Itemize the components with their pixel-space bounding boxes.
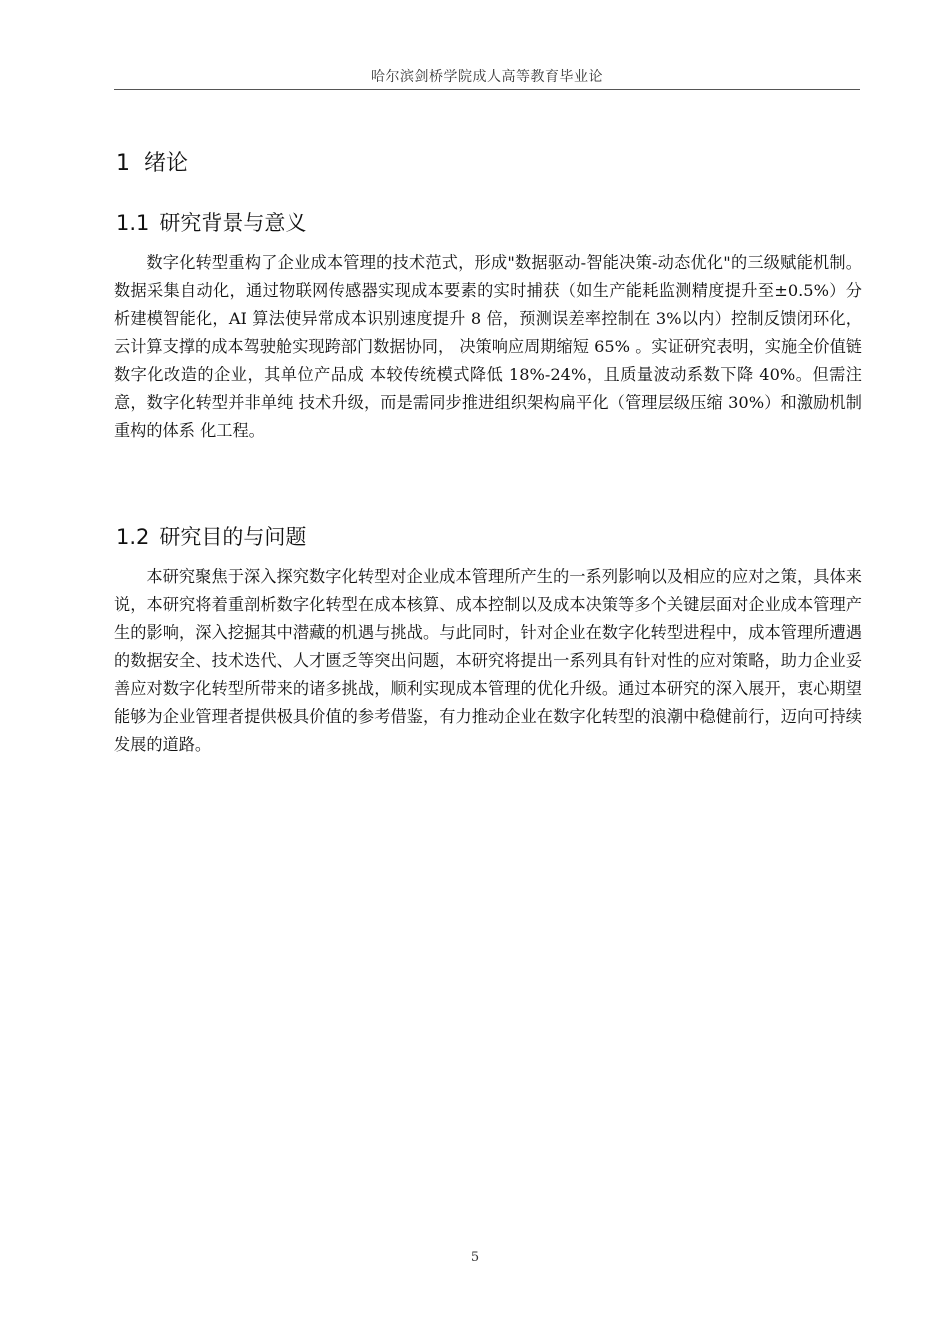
section-1-2-paragraph: 本研究聚焦于深入探究数字化转型对企业成本管理所产生的一系列影响以及相应的应对之策，具体来说，本研究将着重剖析数字化转型在成本核算、成本控制以及成本决策等多个关键层面对企业成本管理产生的影响，深入挖掘其中潜藏的机遇与挑战。与此同时，针对企业在数字化转型进程中，成本管理所遭遇的数据安全、技术迭代、人才匮乏等突出问题，本研究将提出一系列具有针对性的应对策略，助力企业妥善应对数字化转型所带来的诸多挑战，顺利实现成本管理的优化升级。通过本研究的深入展开，衷心期望能够为企业管理者提供极具价值的参考借鉴，有力推动企业在数字化转型的浪潮中稳健前行，迈向可持续发展的道路。 [114,567,862,754]
running-header: 哈尔滨剑桥学院成人高等教育毕业论 [371,69,603,85]
section-title: 研究背景与意义 [159,211,307,235]
section-number: 1.1 [116,211,150,235]
section-title: 研究目的与问题 [159,525,307,549]
header-divider [114,89,860,90]
chapter-number: 1 [116,151,130,176]
page-number: 5 [470,1250,480,1265]
section-heading-1-1 [116,207,306,237]
section-heading-1-2 [116,521,306,551]
section-1-1-paragraph: 数字化转型重构了企业成本管理的技术范式，形成"数据驱动-智能决策-动态优化"的三级赋能机制。数据采集自动化，通过物联网传感器实现成本要素的实时捕获（如生产能耗监测精度提升至±0.5%）分析建模智能化，AI 算法使异常成本识别速度提升 8 倍，预测误差率控制在 3%以内）控制反馈闭环化，云计算支撑的成本驾驶舱实现跨部门数据协同， 决策响应周期缩短 65% 。实证研究表明，实施全价值链数字化改造的企业，其单位产品成 本较传统模式降低 18%-24%，且质量波动系数下降 40%。但需注意，数字化转型并非单纯 技术升级，而是需同步推进组织架构扁平化（管理层级压缩 30%）和激励机制重构的体系 化工程。 [114,253,862,440]
chapter-heading [116,146,188,177]
section-number: 1.2 [116,525,150,549]
chapter-title: 绪论 [144,151,189,176]
